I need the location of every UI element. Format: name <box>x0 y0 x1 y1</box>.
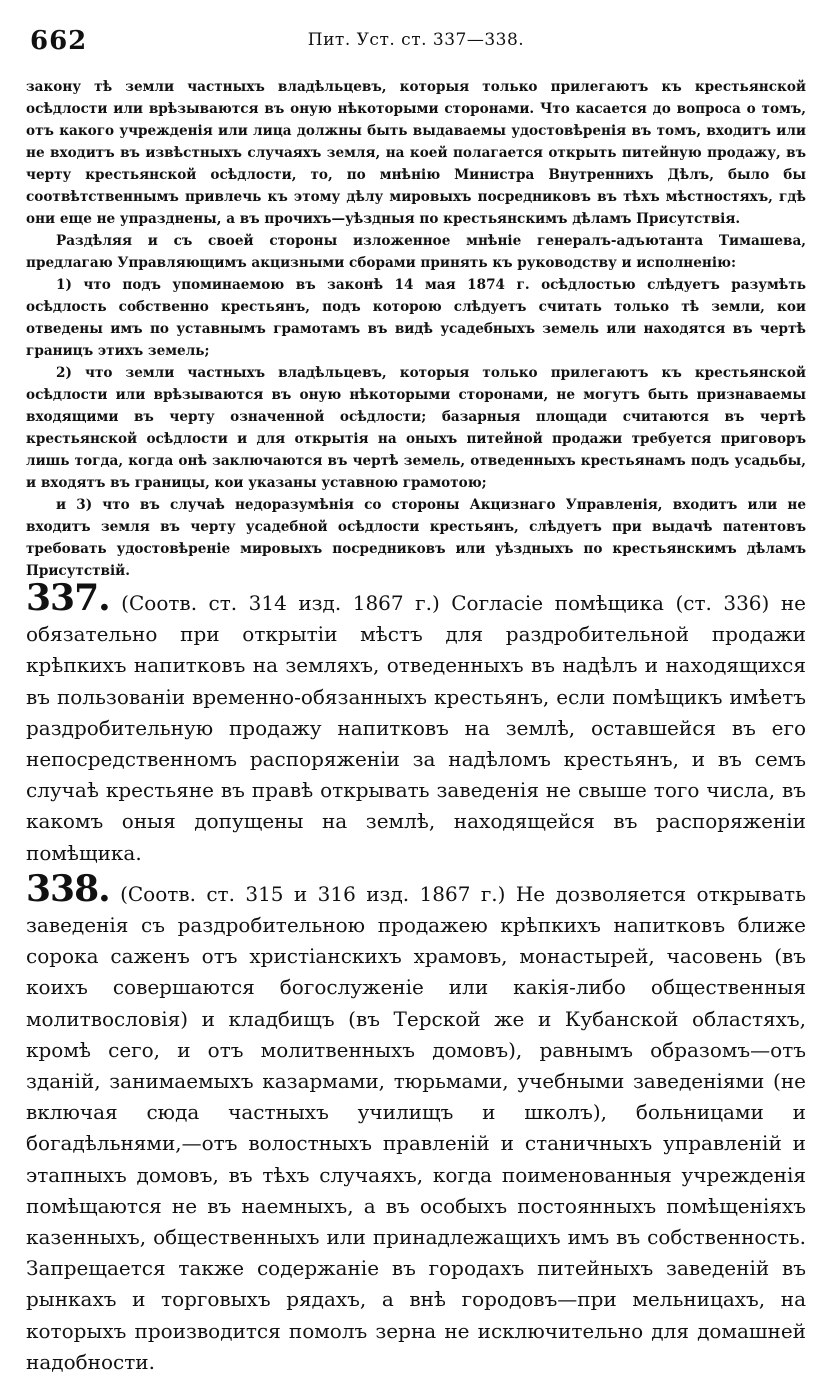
running-head: Пит. Уст. ст. 337—338. <box>307 30 525 50</box>
article-paragraph <box>26 867 806 1378</box>
article-number: 338. <box>26 867 110 910</box>
document-page <box>26 14 806 1378</box>
page-header <box>26 14 806 58</box>
article-number: 337. <box>26 577 110 619</box>
commentary-paragraph: Раздѣляя и съ своей стороны изложенное мнѣніе генералъ-адъютанта Тимашева, предлагаю Управляющимъ акцизными сборами принять къ руководству и исполненію: <box>26 233 806 271</box>
commentary-item: 1) что подъ упоминаемою въ законѣ 14 мая 1874 г. осѣдлостью слѣдуетъ разумѣть осѣдлость собственно крестьянъ, подъ которою слѣдуетъ считать только тѣ земли, кои отведены имъ по уставнымъ грамотамъ въ видѣ усадебныхъ земель или находятся въ чертѣ границъ этихъ земель; <box>26 277 806 359</box>
commentary-block <box>26 76 806 582</box>
commentary-item: 2) что земли частныхъ владѣльцевъ, которыя только прилегаютъ къ крестьянской осѣдлости или врѣзываются въ оную нѣкоторыми сторонами, не могутъ быть признаваемы входящими въ черту означенной осѣдлости; базарныя площади считаются въ чертѣ крестьянской осѣдлости и для открытія на оныхъ питейной продажи требуется приговоръ лишь тогда, когда онѣ заключаются въ чертѣ земель, отведенныхъ крестьянамъ подъ усадьбы, и входятъ въ границы, кои указаны уставною грамотою; <box>26 365 806 491</box>
article-paragraph <box>26 577 806 869</box>
commentary-paragraph: закону тѣ земли частныхъ владѣльцевъ, которыя только прилегаютъ къ крестьянской осѣдлости или врѣзываются въ оную нѣкоторыми сторонами. Что касается до вопроса о томъ, отъ какого учрежденія или лица должны быть выдаваемы удостовѣренія въ томъ, входитъ или не входитъ въ извѣстныхъ случаяхъ земля, на коей полагается открыть питейную продажу, въ черту крестьянской осѣдлости, то, по мнѣнію Министра Внутреннихъ Дѣлъ, было бы соотвѣтственнымъ привлечь къ этому дѣлу мировыхъ посредниковъ въ тѣхъ мѣстностяхъ, гдѣ они еще не упразднены, а въ прочихъ—уѣздныя по крестьянскимъ дѣламъ Присутствія. <box>26 79 806 227</box>
article-text: (Соотв. ст. 314 изд. 1867 г.) Согласіе помѣщика (ст. 336) не обязательно при открытіи мѣстъ для раздробительной продажи крѣпкихъ напитковъ на земляхъ, отведенныхъ въ надѣлъ и находящихся въ пользованіи временно-обязанныхъ крестьянъ, если помѣщикъ имѣетъ раздробительную продажу напитковъ на землѣ, оставшейся въ его непосредственномъ распоряженіи за надѣломъ крестьянъ, и въ семъ случаѣ крестьяне въ правѣ открывать заведенія не свыше того числа, въ какомъ оныя допущены на землѣ, находящейся въ распоряженіи помѣщика. <box>26 591 806 865</box>
page-number: 662 <box>30 26 88 56</box>
article-337 <box>26 577 806 869</box>
article-338 <box>26 867 806 1378</box>
article-text: (Соотв. ст. 315 и 316 изд. 1867 г.) Не дозволяется открывать заведенія съ раздробительною продажею крѣпкихъ напитковъ ближе сорока саженъ отъ христіанскихъ храмовъ, монастырей, часовень (въ коихъ совершаются богослуженіе или какія-либо общественныя молитвословія) и кладбищъ (въ Терской же и Кубанской областяхъ, кромѣ сего, и отъ молитвенныхъ домовъ), равнымъ образомъ—отъ зданій, занимаемыхъ казармами, тюрьмами, учебными заведеніями (не включая сюда частныхъ училищъ и школъ), больницами и богадѣльнями,—отъ волостныхъ правленій и станичныхъ управленій и этапныхъ домовъ, въ тѣхъ случаяхъ, когда поименованныя учрежденія помѣщаются не въ наемныхъ, а въ особыхъ постоянныхъ помѣщеніяхъ казенныхъ, общественныхъ или принадлежащихъ имъ въ собственность. Запрещается также содержаніе въ городахъ питейныхъ заведеній въ рынкахъ и торговыхъ рядахъ, а внѣ городовъ—при мельницахъ, на которыхъ производится помолъ зерна не исключительно для домашней надобности. <box>26 881 806 1374</box>
commentary-item: и 3) что въ случаѣ недоразумѣнія со стороны Акцизнаго Управленія, входитъ или не входитъ земля въ черту усадебной осѣдлости крестьянъ, слѣдуетъ при выдачѣ патентовъ требовать удостовѣреніе мировыхъ посредниковъ или уѣздныхъ по крестьянскимъ дѣламъ Присутствій. <box>26 497 806 579</box>
